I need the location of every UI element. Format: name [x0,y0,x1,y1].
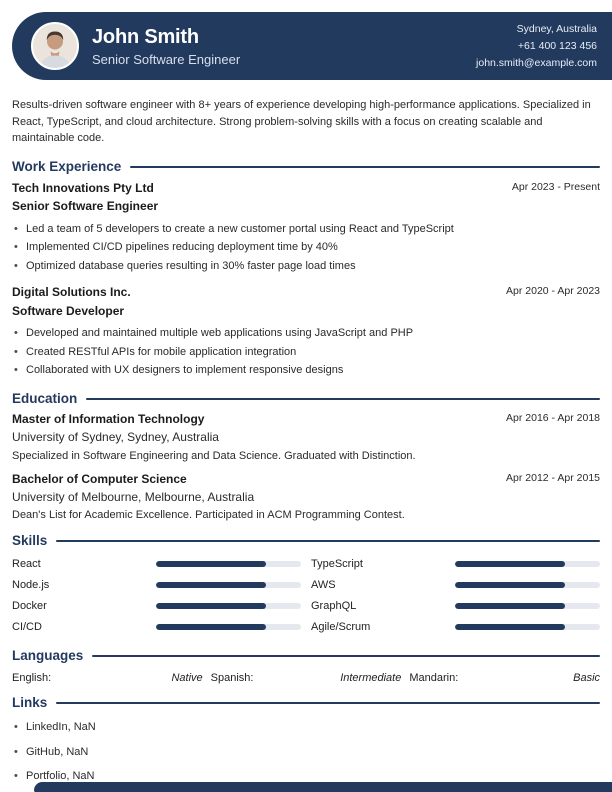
job-bullet: • Developed and maintained multiple web applications using JavaScript and PHP [12,324,600,343]
section-rule [56,702,600,704]
job-role: Software Developer [12,303,125,318]
language-item [211,672,402,684]
work-entry [12,179,600,276]
language-level: Native [171,672,203,685]
skill-row [311,616,600,637]
contact-block [476,21,597,72]
work-entry-header [12,283,600,302]
skill-row [311,553,600,574]
skill-name: AWS [311,578,336,591]
skill-name: Docker [12,599,47,612]
links-list [12,715,600,788]
skill-bar-fill [156,624,266,630]
skill-bar-fill [156,582,266,588]
section-heading-skills [12,532,600,550]
education-description: Dean's List for Academic Excellence. Participated in ACM Programming Contest. [12,509,405,522]
skill-bar-track [156,561,301,567]
job-bullet: • Implemented CI/CD pipelines reducing deployment time by 40% [12,238,600,257]
languages-row [12,672,600,684]
skill-name: Agile/Scrum [311,620,371,633]
job-bullet: • Collaborated with UX designers to implement responsive designs [12,361,600,380]
date-range: Apr 2020 - Apr 2023 [506,285,600,298]
skill-bar-track [455,603,600,609]
job-bullets [12,220,600,276]
resume-body [12,80,600,788]
skill-name: CI/CD [12,620,42,633]
degree-name: Master of Information Technology [12,411,205,426]
profile-photo-icon [33,24,77,68]
link-item-linkedin[interactable]: • LinkedIn, NaN [12,715,600,739]
skill-bar-fill [455,582,565,588]
section-rule [56,540,600,542]
skill-row [12,553,301,574]
language-item [12,672,203,684]
skill-bar-track [156,582,301,588]
section-rule [130,166,600,168]
job-bullets [12,324,600,380]
contact-email[interactable]: john.smith@example.com [476,56,597,69]
skill-row [12,574,301,595]
skill-name: React [12,557,41,570]
work-entry-header [12,179,600,198]
education-entry-header [12,410,600,429]
skill-bar-track [156,624,301,630]
language-name: English: [12,672,52,685]
language-level: Intermediate [340,672,402,685]
language-name: Spanish: [210,672,254,685]
job-bullet: • Created RESTful APIs for mobile application integration [12,343,600,362]
work-entry [12,283,600,380]
education-entry [12,410,600,465]
job-role: Senior Software Engineer [12,199,159,214]
section-heading-links [12,694,600,712]
skill-row [311,574,600,595]
section-heading-education [12,390,600,408]
date-range: Apr 2012 - Apr 2015 [506,471,600,484]
skill-bar-track [455,582,600,588]
contact-location: Sydney, Australia [516,22,597,35]
skill-name: Node.js [12,578,50,591]
skill-bar-fill [156,561,266,567]
section-title: Work Experience [12,158,122,174]
avatar [31,22,79,70]
date-range: Apr 2023 - Present [511,180,600,193]
skill-bar-fill [455,603,565,609]
person-title: Senior Software Engineer [92,52,241,67]
job-bullet: • Led a team of 5 developers to create a new customer portal using React and TypeScript [12,220,600,239]
education-entry-header [12,470,600,489]
section-title: Links [12,695,48,711]
skills-grid [12,553,600,637]
skill-row [311,595,600,616]
link-item-github[interactable]: • GitHub, NaN [12,740,600,764]
skill-bar-track [156,603,301,609]
skill-bar-track [455,624,600,630]
skill-row [12,595,301,616]
contact-phone: +61 400 123 456 [517,39,597,52]
language-item [409,672,600,684]
company-name: Tech Innovations Pty Ltd [12,180,154,195]
skill-name: TypeScript [311,557,363,570]
education-entry [12,470,600,525]
degree-name: Bachelor of Computer Science [12,471,187,486]
skill-bar-track [455,561,600,567]
skill-bar-fill [455,561,565,567]
summary-paragraph: Results-driven software engineer with 8+ years of experience developing high-performance applications. Specialized in React, TypeScript, and cloud architecture. Strong problem-solving skills with a focus on creating scalable and maintainable code. [12,99,591,144]
section-title: Education [12,390,78,406]
education-description: Specialized in Software Engineering and Data Science. Graduated with Distinction. [12,449,416,462]
section-title: Skills [12,533,48,549]
section-heading-languages [12,647,600,665]
language-level: Basic [573,672,601,685]
link-item-portfolio[interactable]: • Portfolio, NaN [12,764,600,788]
skill-bar-fill [156,603,266,609]
date-range: Apr 2016 - Apr 2018 [506,411,600,424]
next-page-header-bar [34,782,612,792]
resume-header [12,12,612,80]
section-heading-work [12,158,600,176]
institution-name: University of Melbourne, Melbourne, Australia [12,490,255,505]
company-name: Digital Solutions Inc. [12,285,131,300]
section-title: Languages [12,648,84,664]
section-rule [86,398,600,400]
section-rule [92,655,600,657]
institution-name: University of Sydney, Sydney, Australia [12,430,219,445]
job-bullet: • Optimized database queries resulting in 30% faster page load times [12,257,600,276]
skill-bar-fill [455,624,565,630]
language-name: Mandarin: [409,672,459,685]
skill-name: GraphQL [311,599,357,612]
person-name: John Smith [92,26,199,48]
skill-row [12,616,301,637]
header-identity [92,25,240,67]
